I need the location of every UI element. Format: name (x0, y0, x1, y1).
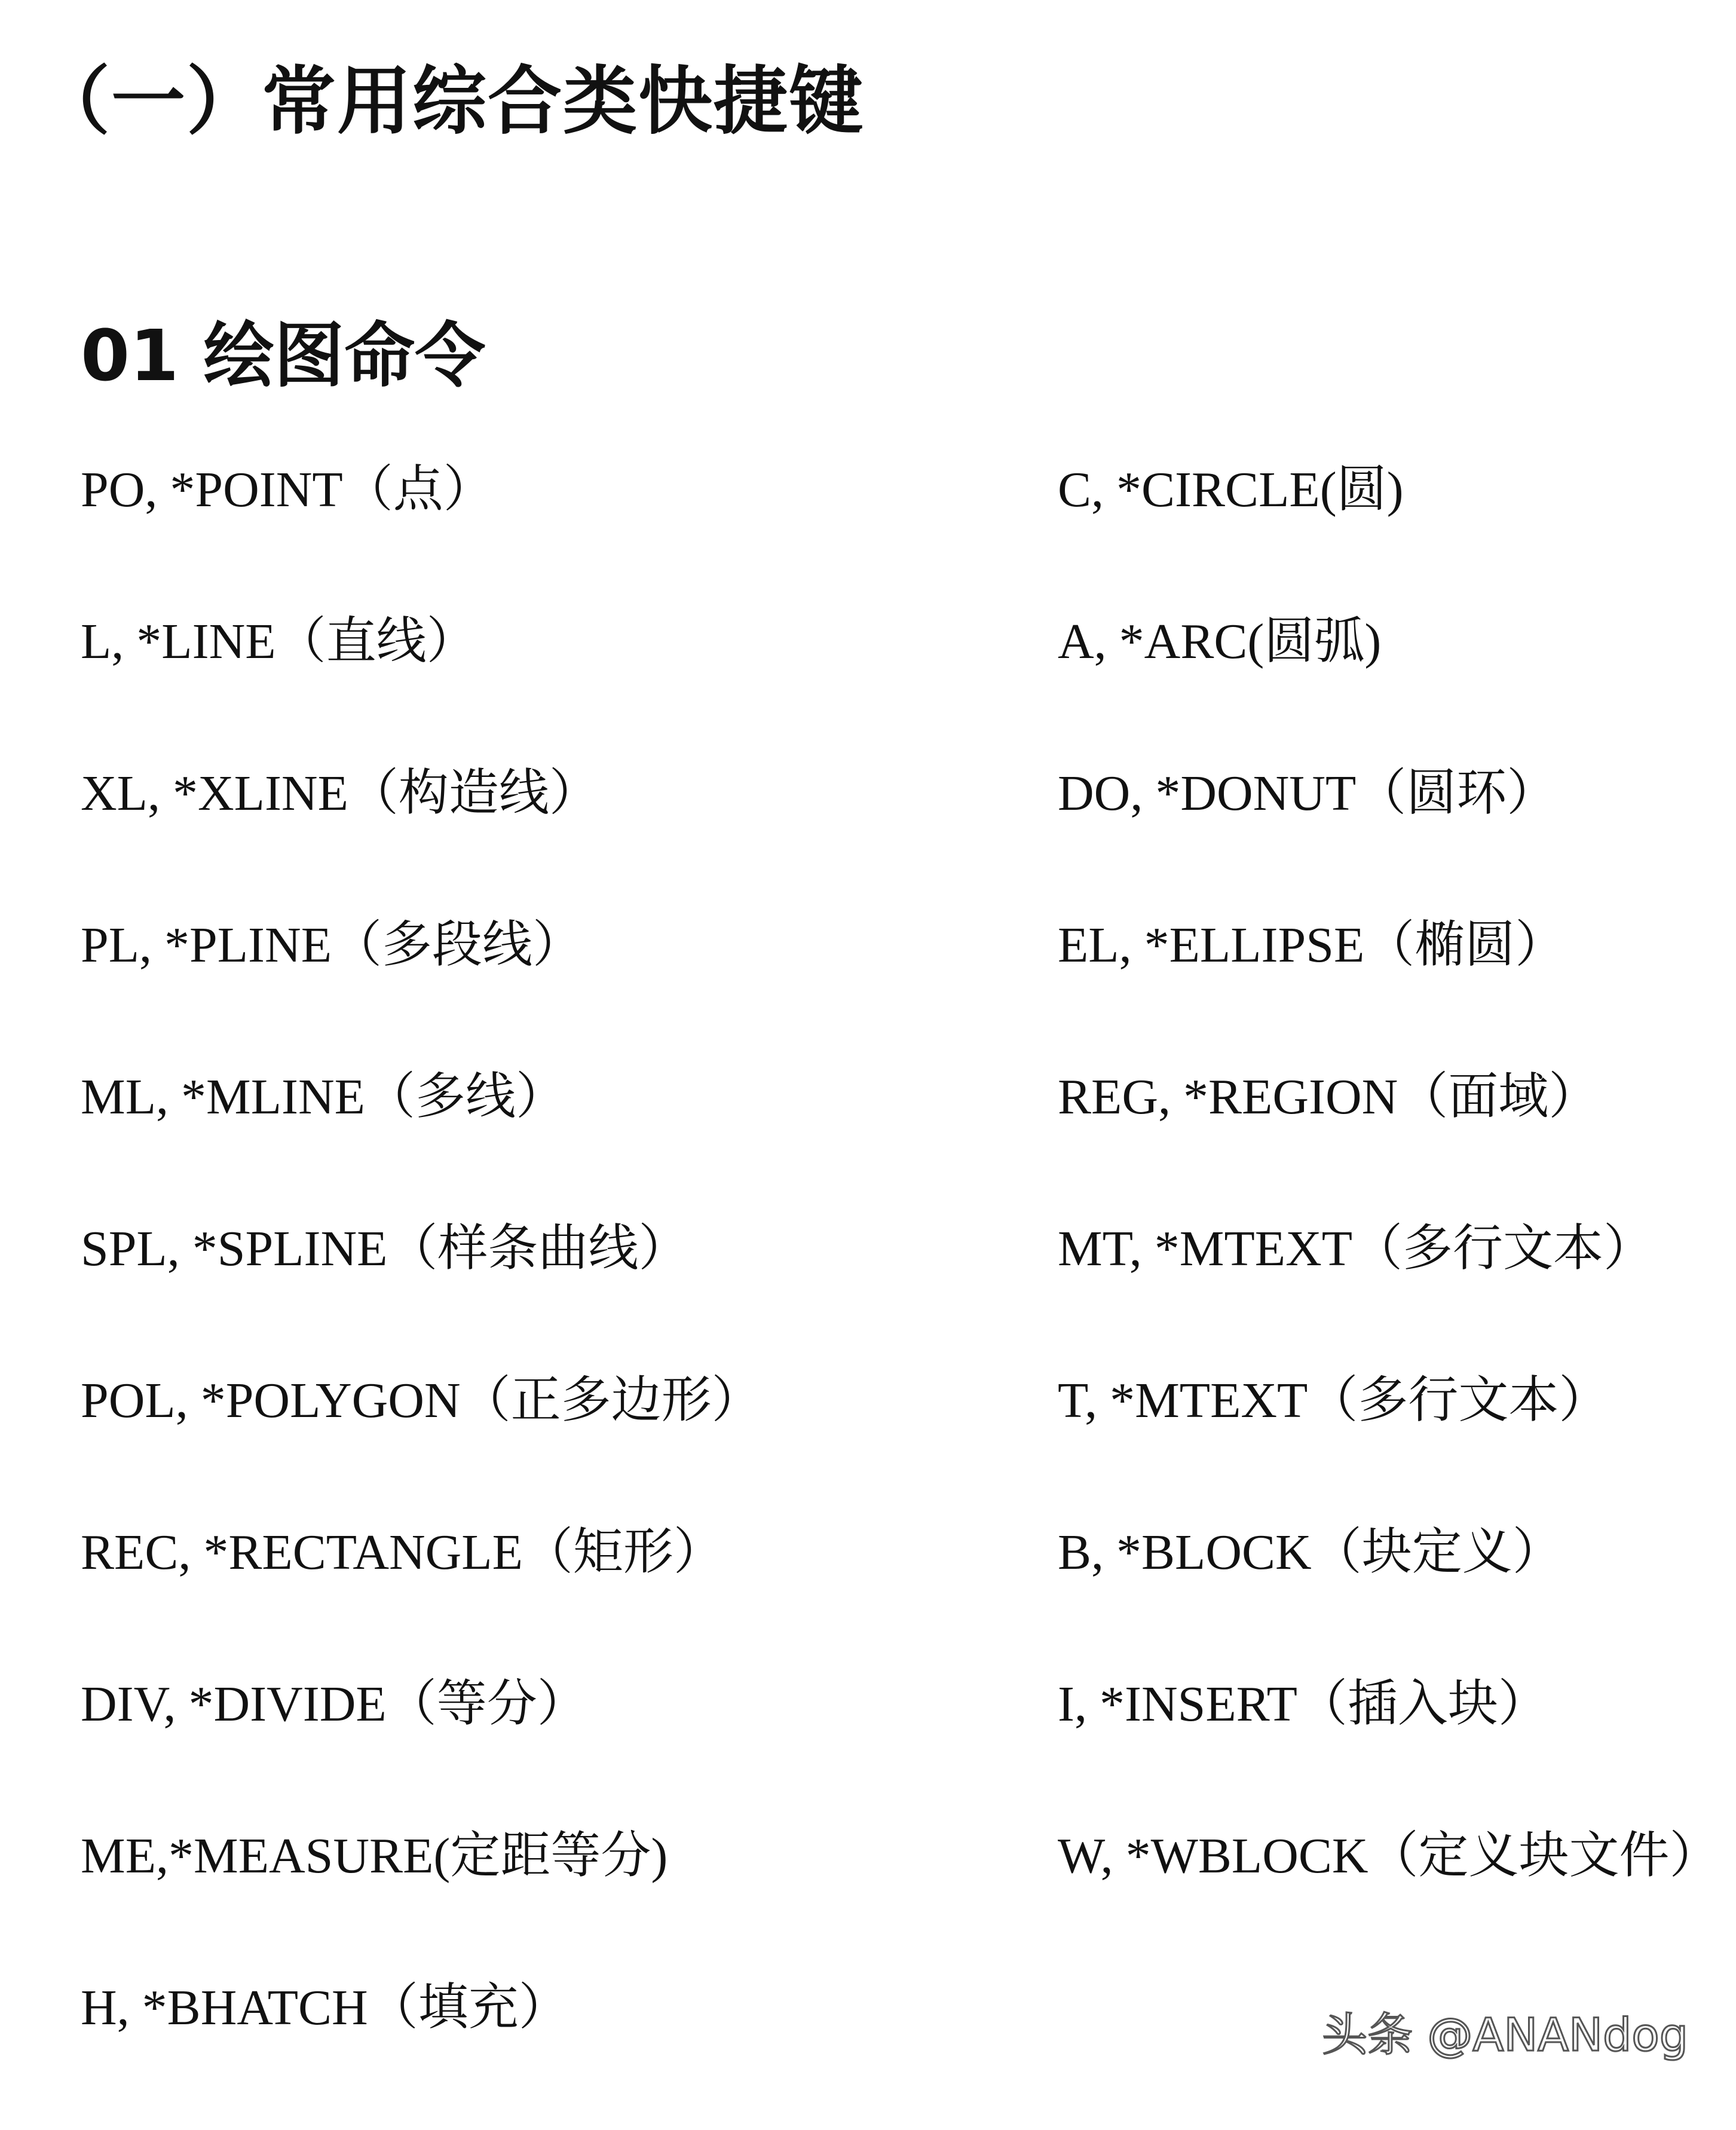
right-command-list (1058, 460, 1720, 1978)
command-polygon: POL, *POLYGON（正多边形） (81, 1373, 762, 1428)
left-command-list (81, 460, 762, 2130)
command-xline: XL, *XLINE（构造线） (81, 766, 599, 821)
command-circle: C, *CIRCLE(圆) (1058, 462, 1404, 518)
command-mtext: MT, *MTEXT（多行文本） (1058, 1221, 1654, 1277)
section-title: 01 绘图命令 (81, 314, 486, 397)
command-pline: PL, *PLINE（多段线） (81, 917, 583, 973)
command-mtext-t: T, *MTEXT（多行文本） (1058, 1373, 1609, 1428)
command-bhatch: H, *BHATCH（填充） (81, 1980, 569, 2036)
command-measure: ME,*MEASURE(定距等分) (81, 1828, 668, 1884)
command-divide: DIV, *DIVIDE（等分） (81, 1676, 587, 1732)
command-arc: A, *ARC(圆弧) (1058, 614, 1382, 669)
command-region: REG, *REGION（面域） (1058, 1069, 1599, 1125)
command-block: B, *BLOCK（块定义） (1058, 1525, 1563, 1580)
command-line: L, *LINE（直线） (81, 614, 477, 669)
command-insert: I, *INSERT（插入块） (1058, 1676, 1548, 1732)
command-wblock: W, *WBLOCK（定义块文件） (1058, 1828, 1720, 1884)
command-donut: DO, *DONUT（圆环） (1058, 766, 1557, 821)
command-mline: ML, *MLINE（多线） (81, 1069, 566, 1125)
main-title: （一）常用综合类快捷键 (36, 59, 865, 145)
command-point: PO, *POINT（点） (81, 462, 494, 518)
command-spline: SPL, *SPLINE（样条曲线） (81, 1221, 689, 1277)
command-ellipse: EL, *ELLIPSE（椭圆） (1058, 917, 1566, 973)
command-rectangle: REC, *RECTANGLE（矩形） (81, 1525, 724, 1580)
watermark: 头条 @ANANdog (1322, 2008, 1688, 2061)
